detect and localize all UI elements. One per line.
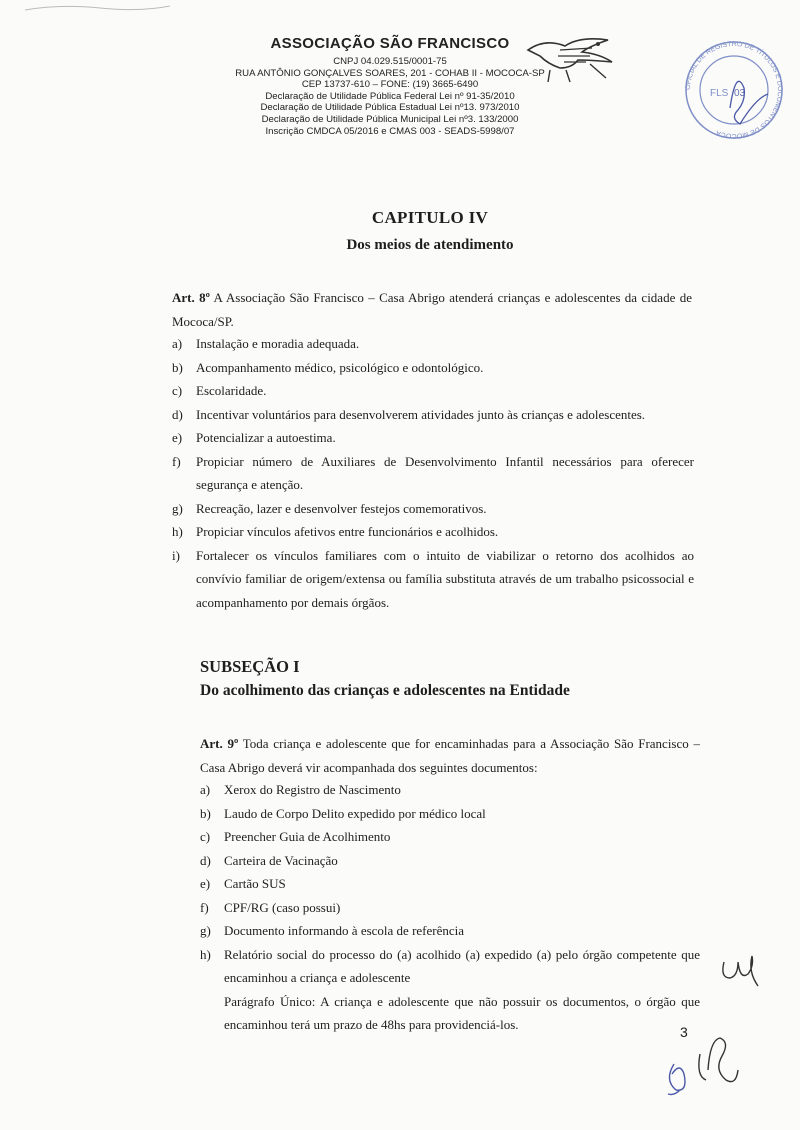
list-item: h) Relatório social do processo do (a) acolhido (a) expedido (a) pelo órgão competente que encaminhou a criança e adolescente Parágrafo Único: A criança e adolescente que não possuir os documentos, o órgão que encaminhou terá um prazo de 48hs para providenciá-los. xyxy=(200,943,700,1037)
article-9-text: Toda criança e adolescente que for encaminhadas para a Associação São Francisco – Casa Abrigo deverá vir acompanhada dos seguintes documentos: xyxy=(200,736,700,775)
bird-logo-icon xyxy=(520,28,620,88)
chapter-title: CAPITULO IV xyxy=(371,208,489,227)
list-item: e) Cartão SUS xyxy=(200,876,286,891)
registry-stamp-icon xyxy=(680,28,788,158)
list-item: e) Potencializar a autoestima. xyxy=(172,430,336,445)
stamp-outer-text: OFICIAL DE REGISTRO DE TÍTULOS E DOCUMENTOS DE MOCOCA xyxy=(684,40,784,140)
letterhead-cmdca: Inscrição CMDCA 05/2016 e CMAS 003 - SEADS-5998/07 xyxy=(265,125,515,137)
paragrafo-unico: Parágrafo Único: A criança e adolescente que não possuir os documentos, o órgão que encaminhou terá um prazo de 48hs para providenciá-los. xyxy=(224,993,700,1032)
list-item: f) CPF/RG (caso possui) xyxy=(200,899,341,915)
article-8-label: Art. 8º xyxy=(172,290,210,305)
article-8-text: A Associação São Francisco – Casa Abrigo atenderá crianças e adolescentes da cidade de Mococa/SP. xyxy=(172,290,692,329)
letterhead-federal: Declaração de Utilidade Pública Federal Lei nº 91-35/2010 xyxy=(265,90,515,102)
list-item: b) Acompanhamento médico, psicológico e odontológico. xyxy=(172,359,484,375)
list-item: c) Preencher Guia de Acolhimento xyxy=(200,829,391,844)
list-item: c) Escolaridade. xyxy=(172,383,267,398)
handwritten-initials-icon xyxy=(718,948,768,988)
subsection-subtitle: Do acolhimento das crianças e adolescentes na Entidade xyxy=(200,682,570,699)
list-item: a) Instalação e moradia adequada. xyxy=(172,336,360,351)
letterhead-address: RUA ANTÔNIO GONÇALVES SOARES, 201 - COHAB II - MOCOCA-SP xyxy=(235,67,545,79)
top-scribble xyxy=(20,0,180,20)
subsection-title: SUBSEÇÃO I xyxy=(200,657,300,676)
list-item: g) Documento informando à escola de referência xyxy=(200,923,465,938)
stamp-fls-number: 03 xyxy=(734,88,746,99)
letterhead-municipal: Declaração de Utilidade Pública Municipal Lei nº3. 133/2000 xyxy=(261,113,519,125)
list-item: b) Laudo de Corpo Delito expedido por médico local xyxy=(200,805,486,821)
list-item: a) Xerox do Registro de Nascimento xyxy=(200,782,401,797)
list-item: i) Fortalecer os vínculos familiares com o intuito de viabilizar o retorno dos acolhidos ao convívio familiar de origem/extensa ou família substituta através de um trabalho psicossocial e acompanhamento por demais órgãos. xyxy=(172,547,694,610)
list-item: d) Incentivar voluntários para desenvolverem atividades junto às crianças e adolescentes. xyxy=(172,406,646,422)
article-9-list xyxy=(200,778,700,1037)
handwritten-signature-icon xyxy=(660,1030,750,1100)
article-9-label: Art. 9º xyxy=(200,736,239,751)
article-8 xyxy=(172,286,692,333)
letterhead-state: Declaração de Utilidade Pública Estadual Lei nº13. 973/2010 xyxy=(260,102,520,114)
list-item: d) Carteira de Vacinação xyxy=(200,852,338,868)
page-number: 3 xyxy=(680,1024,688,1040)
stamp-fls-label: FLS xyxy=(710,88,729,99)
letterhead-cnpj: CNPJ 04.029.515/0001-75 xyxy=(333,56,447,67)
article-9 xyxy=(200,732,700,779)
chapter-subtitle: Dos meios de atendimento xyxy=(346,237,514,253)
letterhead-cep-phone: CEP 13737-610 – FONE: (19) 3665-6490 xyxy=(301,79,479,91)
list-item: g) Recreação, lazer e desenvolver festejos comemorativos. xyxy=(172,500,487,516)
list-item: f) Propiciar número de Auxiliares de Desenvolvimento Infantil necessários para oferecer segurança e atenção. xyxy=(172,453,694,492)
organization-name: ASSOCIAÇÃO SÃO FRANCISCO xyxy=(270,35,510,52)
list-item: h) Propiciar vínculos afetivos entre funcionários e acolhidos. xyxy=(172,524,499,539)
article-8-list xyxy=(172,332,694,614)
